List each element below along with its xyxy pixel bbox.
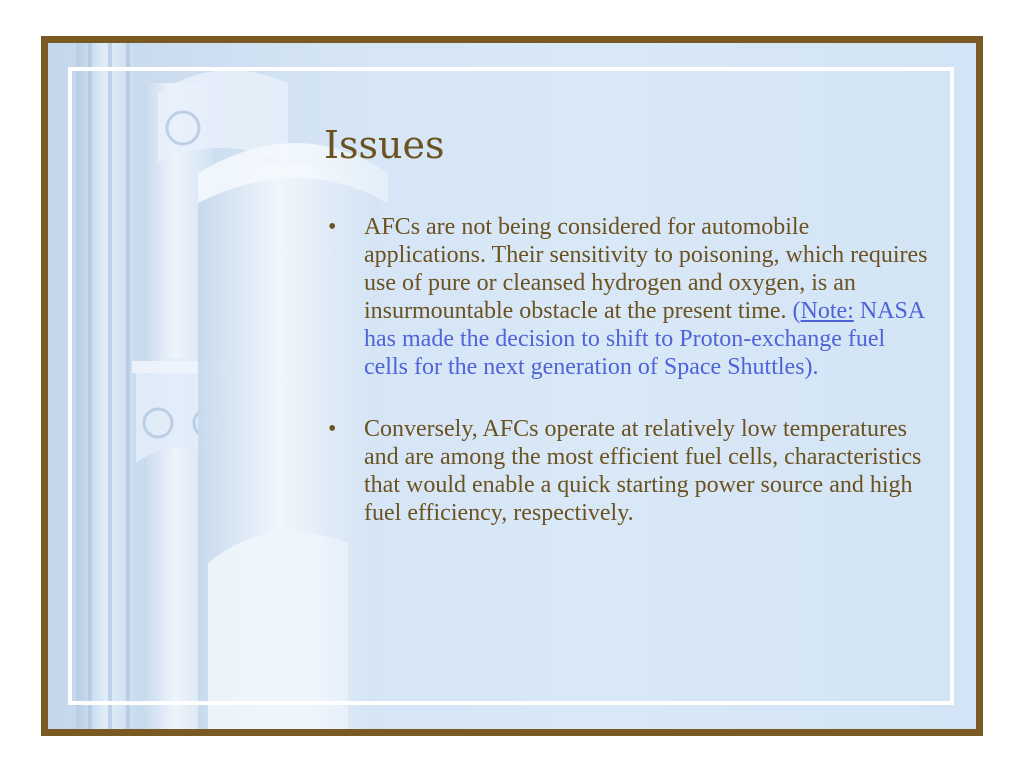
bullet-text: Conversely, AFCs operate at relatively low temperatures and are among the most efficient fuel cells, characteristics that would enable a quick starting power source and high fuel efficiency, respectively. (364, 416, 922, 526)
bullet-item (324, 415, 934, 527)
bullet-list (324, 213, 934, 561)
note-link[interactable]: Note: (800, 298, 854, 324)
bullet-item (324, 213, 934, 381)
note-paren: ( (792, 298, 801, 324)
slide-background (48, 43, 976, 729)
bullet-marker: • (328, 416, 337, 442)
note-text: NASA has made the decision to shift to Proton-exchange fuel cells for the next generation of Space Shuttles). (364, 298, 924, 380)
slide-frame (41, 36, 983, 736)
slide-title: Issues (324, 123, 445, 167)
bullet-text: AFCs are not being considered for automobile applications. Their sensitivity to poisoning, which requires use of pure or cleansed hydrogen and oxygen, is an insurmountable obstacle at the present time. (364, 214, 928, 324)
bullet-marker: • (328, 214, 337, 240)
